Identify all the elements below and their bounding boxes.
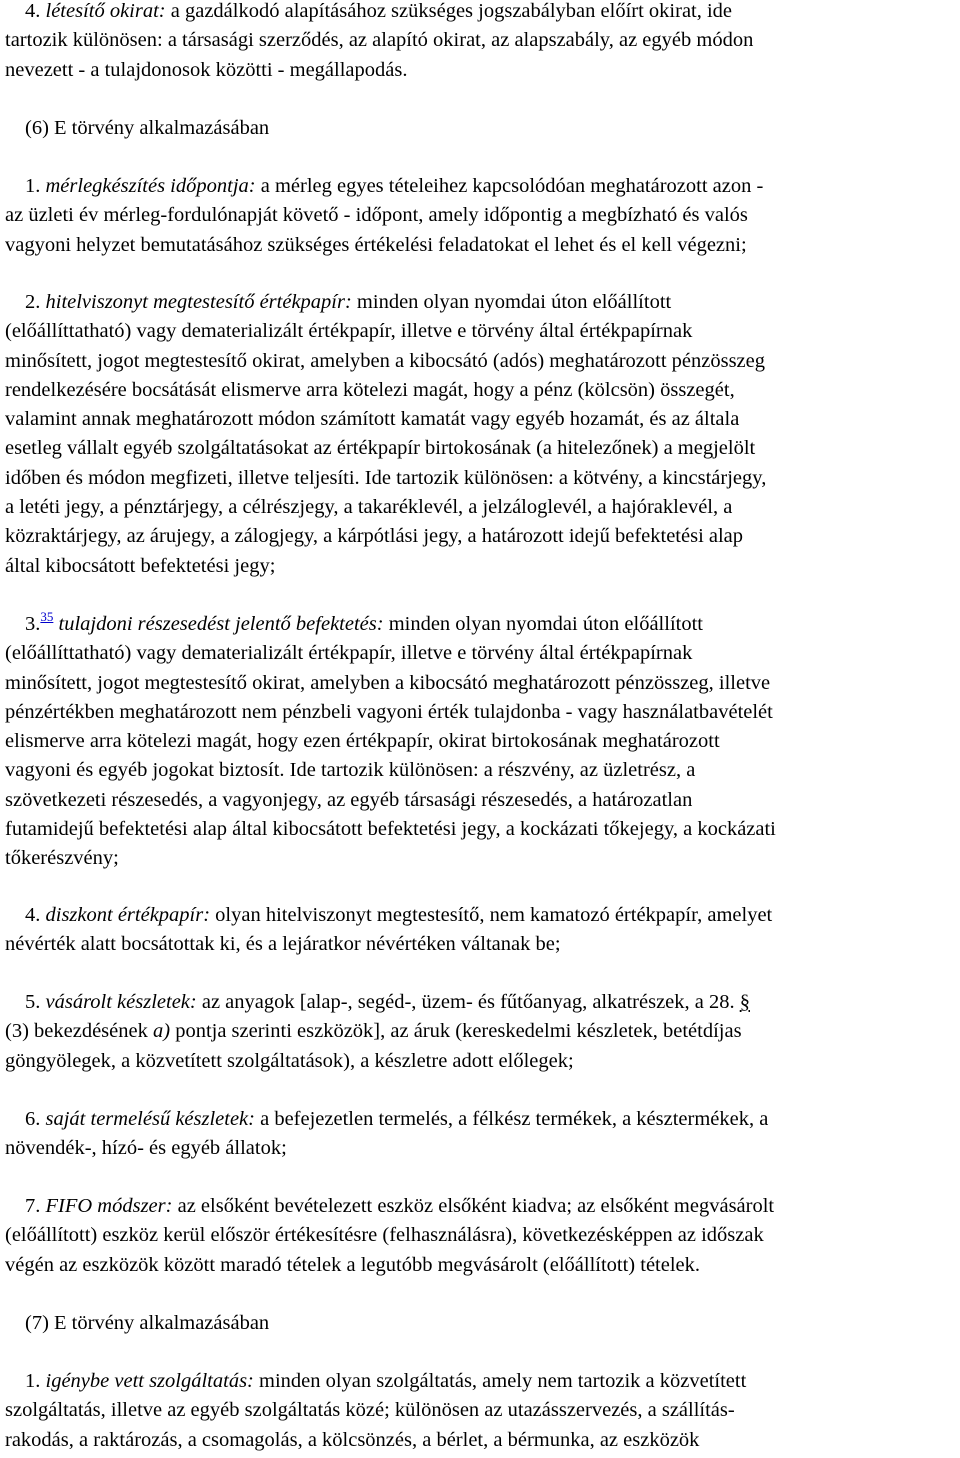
text-line: tartozik különösen: a társasági szerződés, az alapító okirat, az alapszabály, az egyéb módon xyxy=(5,29,754,52)
text-line: esetleg vállalt egyéb szolgáltatásokat az értékpapír birtokosának (a hitelezőnek) a megjelölt xyxy=(5,437,756,460)
text-line: vagyoni és egyéb jogokat biztosít. Ide tartozik különösen: a részvény, az üzletrész, a xyxy=(5,759,696,782)
definition-item-7-fifo-modszer xyxy=(5,1192,774,1280)
item-number: 7. xyxy=(25,1195,41,1217)
definition-item-4-letesito-okirat xyxy=(5,0,753,85)
item-number: 1. xyxy=(25,175,41,197)
definition-text: minden olyan szolgáltatás, amely nem tartozik a közvetített xyxy=(259,1370,747,1392)
text-line xyxy=(5,988,750,1017)
defined-term: diszkont értékpapír: xyxy=(45,904,211,926)
text-line xyxy=(5,901,772,930)
text-line: a letéti jegy, a pénztárjegy, a célrészjegy, a takaréklevél, a jelzáloglevél, a hajóraklevél, a xyxy=(5,496,733,519)
definition-text: minden olyan nyomdai úton előállított xyxy=(388,613,703,635)
text-line xyxy=(5,288,766,317)
text-line: tőkerészvény; xyxy=(5,847,119,870)
text-line: (előállított) eszköz kerül először értékesítésre (felhasználásra), következésképpen az időszak xyxy=(5,1224,764,1247)
text-fragment: pontja szerinti eszközök], az áruk (kereskedelmi készletek, betétdíjas xyxy=(175,1020,742,1043)
text-line: az üzleti év mérleg-fordulónapját követő - időpont, amely időpontig a megbízható és valós xyxy=(5,204,748,227)
text-line: által kibocsátott befektetési jegy; xyxy=(5,554,276,577)
italic-point-ref: a) xyxy=(152,1020,171,1043)
text-line xyxy=(5,1192,774,1221)
definition-item-4-diszkont-ertekpapir xyxy=(5,901,772,960)
text-line: (előállíttatható) vagy dematerializált értékpapír, illetve e törvény által értékpapírnak xyxy=(5,320,693,343)
defined-term: saját termelésű készletek: xyxy=(45,1108,255,1130)
text-line xyxy=(5,0,753,26)
definition-item-1-igenybe-vett-szolgaltatas xyxy=(5,1367,746,1455)
definition-item-2-hitelviszony xyxy=(5,288,766,581)
definition-text: a gazdálkodó alapításához szükséges jogszabályban előírt okirat, ide xyxy=(170,0,733,22)
section-heading-6: (6) E törvény alkalmazásában xyxy=(25,117,270,139)
item-number: 1. xyxy=(25,1370,41,1392)
text-line: minősített, jogot megtestesítő okirat, amelyben a kibocsátó meghatározott pénzösszeg, illetve xyxy=(5,671,771,694)
text-line xyxy=(5,172,763,201)
section-sign: § xyxy=(739,991,750,1013)
definition-text: az elsőként bevételezett eszköz elsőként kiadva; az elsőként megvásárolt xyxy=(177,1195,775,1217)
text-line: közraktárjegy, az árujegy, a zálogjegy, a kárpótlási jegy, a határozott idejű befektetési alap xyxy=(5,525,744,548)
item-number: 6. xyxy=(25,1108,41,1130)
text-line: valamint annak meghatározott módon számított kamatát vagy egyéb hozamát, és az általa xyxy=(5,408,740,431)
text-line: (előállíttatható) vagy dematerializált értékpapír, illetve e törvény által értékpapírnak xyxy=(5,642,693,665)
text-line: vagyoni helyzet bemutatásához szükséges értékelési feladatokat el lehet és el kell végezni; xyxy=(5,233,747,256)
definition-text: az anyagok [alap-, segéd-, üzem- és fűtőanyag, alkatrészek, a 28. xyxy=(201,991,735,1013)
defined-term: létesítő okirat: xyxy=(45,0,166,22)
text-line xyxy=(5,1367,746,1396)
item-number: 2. xyxy=(25,291,41,313)
defined-term: vásárolt készletek: xyxy=(45,991,197,1013)
definition-item-6-sajat-termelesu-keszletek xyxy=(5,1105,768,1164)
defined-term: igénybe vett szolgáltatás: xyxy=(45,1370,254,1392)
text-line: futamidejű befektetési alap által kibocsátott befektetési jegy, a kockázati tőkejegy, a kockázati xyxy=(5,818,776,841)
definition-text: a mérleg egyes tételeihez kapcsolódóan meghatározott azon - xyxy=(260,175,764,197)
text-line xyxy=(5,1105,768,1134)
footnote-reference xyxy=(40,609,53,624)
text-line: rakodás, a raktározás, a csomagolás, a kölcsönzés, a bérlet, a bérmunka, az eszközök xyxy=(5,1428,700,1451)
definition-item-3-tulajdoni-reszesedes xyxy=(5,610,776,874)
text-line: minősített, jogot megtestesítő okirat, amelyben a kibocsátó (adós) meghatározott pénzösszeg xyxy=(5,349,766,372)
text-line: szolgáltatás, illetve az egyéb szolgáltatás közé; különösen az utazásszervezés, a szállítás- xyxy=(5,1399,735,1422)
text-line: pénzértékben meghatározott nem pénzbeli vagyoni érték tulajdonba - vagy használatbavételét xyxy=(5,700,773,723)
footnote-link[interactable]: 35 xyxy=(40,609,54,624)
text-line: időben és módon megfizeti, illetve teljesíti. Ide tartozik különösen: a kötvény, a kincstárjegy, xyxy=(5,466,767,489)
defined-term: mérlegkészítés időpontja: xyxy=(45,175,256,197)
defined-term: FIFO módszer: xyxy=(45,1195,173,1217)
text-line: növendék-, hízó- és egyéb állatok; xyxy=(5,1137,287,1160)
text-line: elismerve arra kötelezi magát, hogy ezen értékpapír, okirat birtokosának meghatározott xyxy=(5,730,720,753)
item-number: 4. xyxy=(25,0,41,22)
text-line: rendelkezésére bocsátását elismerve arra kötelezi magát, hogy a pénz (kölcsön) összegét, xyxy=(5,378,735,401)
section-heading-7: (7) E törvény alkalmazásában xyxy=(25,1312,270,1334)
definition-item-1-merlegkeszites xyxy=(5,172,763,260)
text-line: szövetkezeti részesedés, a vagyonjegy, az egyéb társasági részesedés, a határozatlan xyxy=(5,788,693,811)
definition-text: olyan hitelviszonyt megtestesítő, nem kamatozó értékpapír, amelyet xyxy=(215,904,773,926)
definition-text: a befejezetlen termelés, a félkész termékek, a késztermékek, a xyxy=(260,1108,769,1130)
text-fragment: (3) bekezdésének xyxy=(5,1020,148,1043)
text-line: göngyölegek, a közvetített szolgáltatások), a készletre adott előlegek; xyxy=(5,1049,574,1072)
text-line: végén az eszközök között maradó tételek a legutóbb megvásárolt (előállított) tételek. xyxy=(5,1253,701,1276)
text-line xyxy=(5,610,776,639)
text-line xyxy=(5,1017,750,1046)
definition-item-5-vasarolt-keszletek xyxy=(5,988,750,1076)
text-line: névérték alatt bocsátottak ki, és a lejáratkor névértéken váltanak be; xyxy=(5,933,561,956)
item-number: 5. xyxy=(25,991,41,1013)
text-line: nevezett - a tulajdonosok közötti - megállapodás. xyxy=(5,58,408,81)
item-number: 3. xyxy=(25,613,41,635)
defined-term: tulajdoni részesedést jelentő befektetés: xyxy=(58,613,384,635)
defined-term: hitelviszonyt megtestesítő értékpapír: xyxy=(45,291,352,313)
item-number: 4. xyxy=(25,904,41,926)
definition-text: minden olyan nyomdai úton előállított xyxy=(356,291,672,313)
